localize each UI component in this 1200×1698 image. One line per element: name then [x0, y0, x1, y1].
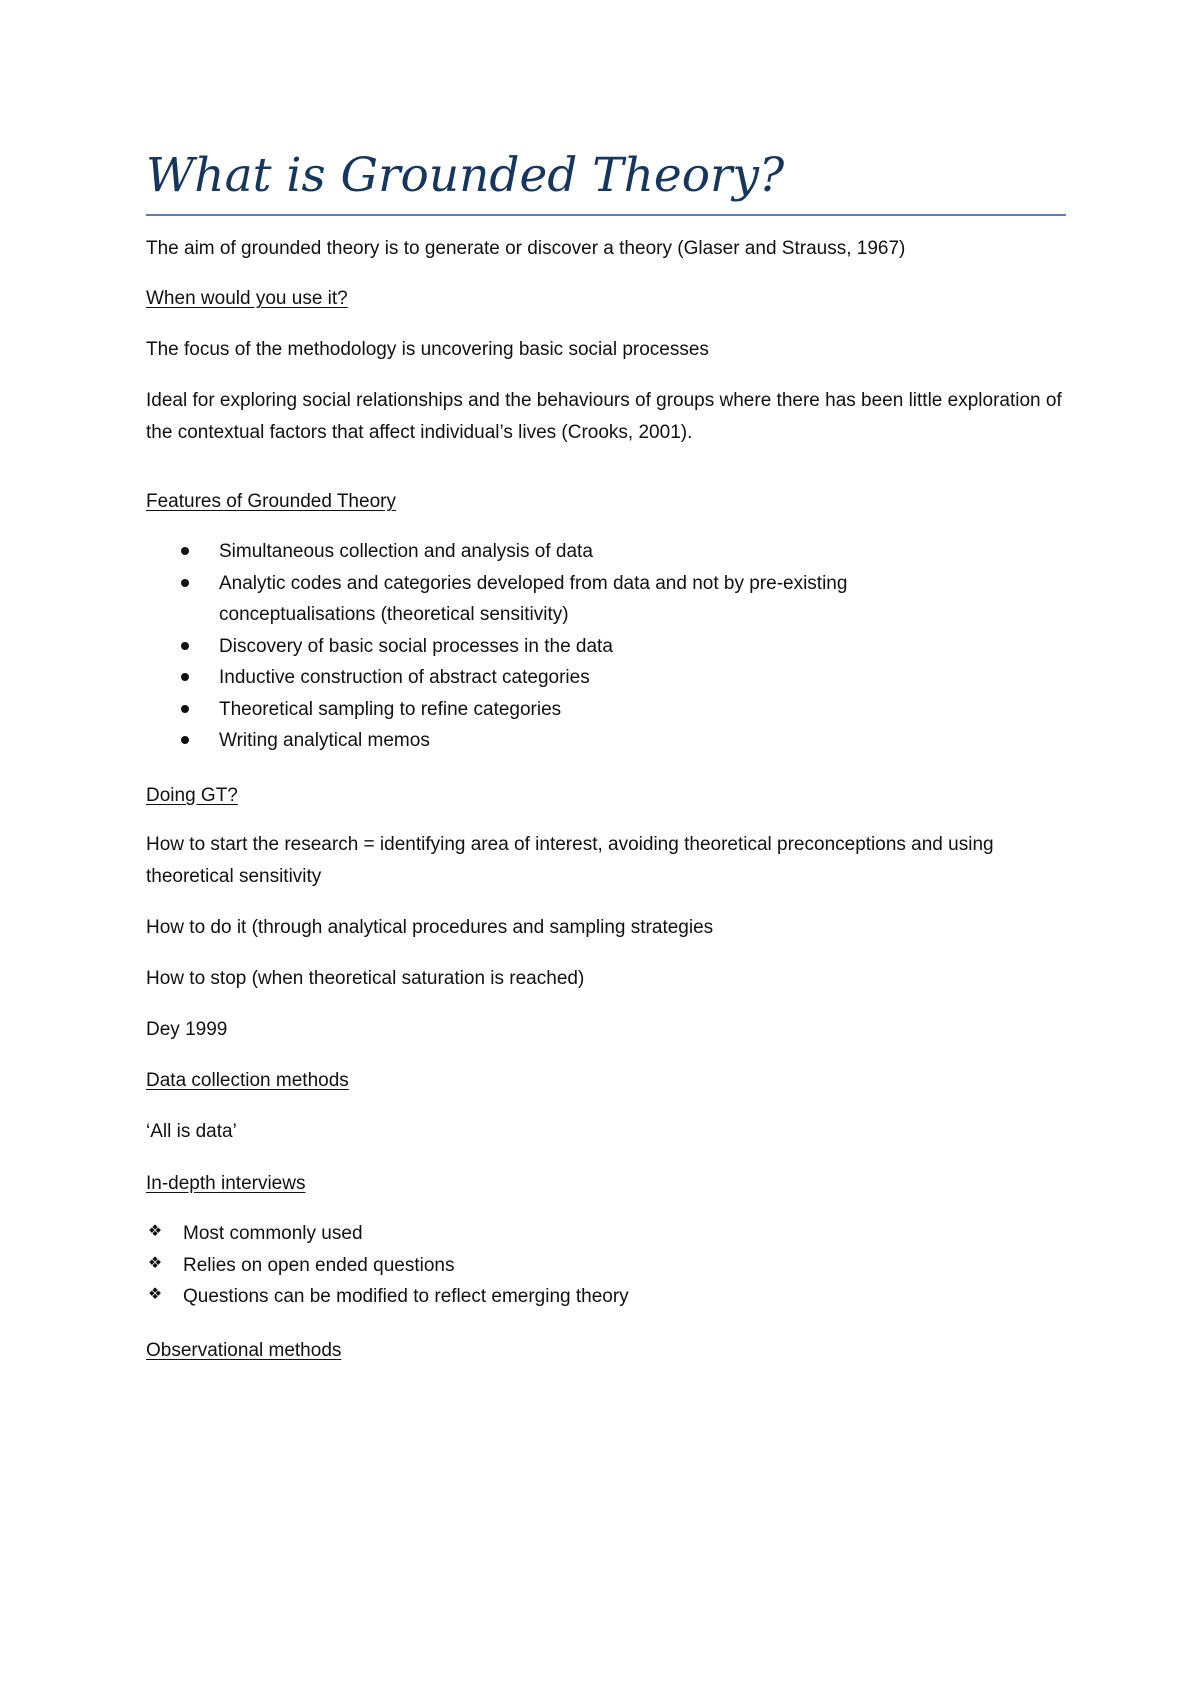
list-item-text: Writing analytical memos — [219, 730, 430, 751]
list-item — [146, 1218, 1066, 1250]
features-list — [146, 536, 1066, 757]
bullet-icon — [181, 547, 189, 555]
bullet-icon — [181, 642, 189, 650]
list-item-text: Relies on open ended questions — [183, 1254, 455, 1276]
interview-points-list — [146, 1218, 1066, 1313]
bullet-icon — [181, 736, 189, 744]
bullet-icon — [181, 673, 189, 681]
list-item-text: Most commonly used — [183, 1223, 363, 1244]
doing-heading: Doing GT? — [146, 785, 238, 806]
all-data-paragraph: ‘All is data’ — [146, 1121, 237, 1142]
list-item — [146, 568, 919, 631]
intro-paragraph: The aim of grounded theory is to generate or discover a theory (Glaser and Strauss, 1967) — [146, 238, 906, 259]
citation-paragraph: Dey 1999 — [146, 1019, 228, 1040]
list-item — [146, 1250, 1066, 1282]
list-item-text: Inductive construction of abstract categories — [219, 667, 590, 688]
list-item-text: Theoretical sampling to refine categories — [219, 698, 562, 720]
bullet-icon — [181, 579, 189, 587]
list-item — [146, 694, 1066, 726]
list-item — [146, 536, 1066, 568]
when-heading: When would you use it? — [146, 288, 348, 309]
how-do-paragraph: How to do it (through analytical procedures and sampling strategies — [146, 917, 714, 938]
page-title: What is Grounded Theory? — [146, 148, 785, 203]
diamond-bullet-icon: ❖ — [147, 1286, 163, 1303]
list-item — [146, 725, 1066, 757]
start-paragraph: How to start the research = identifying area of interest, avoiding theoretical preconceptions and using theoretical sensitivity — [146, 834, 994, 887]
how-stop-paragraph: How to stop (when theoretical saturation is reached) — [146, 968, 585, 989]
list-item-text: Simultaneous collection and analysis of data — [219, 541, 593, 562]
title-underline-rule — [146, 214, 1066, 216]
list-item — [146, 662, 1066, 694]
list-item-text: Analytic codes and categories developed from data and not by pre-existing conceptualisations (theoretical sensitivity) — [219, 572, 848, 625]
interviews-heading: In-depth interviews — [146, 1173, 306, 1194]
diamond-bullet-icon: ❖ — [147, 1223, 163, 1240]
diamond-bullet-icon: ❖ — [147, 1254, 163, 1272]
list-item — [146, 631, 1066, 663]
bullet-icon — [181, 705, 189, 713]
data-collection-heading: Data collection methods — [146, 1070, 349, 1091]
focus-paragraph: The focus of the methodology is uncovering basic social processes — [146, 339, 709, 360]
ideal-paragraph: Ideal for exploring social relationships and the behaviours of groups where there has been little exploration of the contextual factors that affect individual’s lives (Crooks, 2001). — [146, 390, 1062, 443]
list-item — [146, 1281, 1066, 1313]
observational-heading: Observational methods — [146, 1340, 342, 1361]
list-item-text: Discovery of basic social processes in the data — [219, 635, 613, 657]
features-heading: Features of Grounded Theory — [146, 491, 396, 512]
list-item-text: Questions can be modified to reflect emerging theory — [183, 1286, 629, 1307]
